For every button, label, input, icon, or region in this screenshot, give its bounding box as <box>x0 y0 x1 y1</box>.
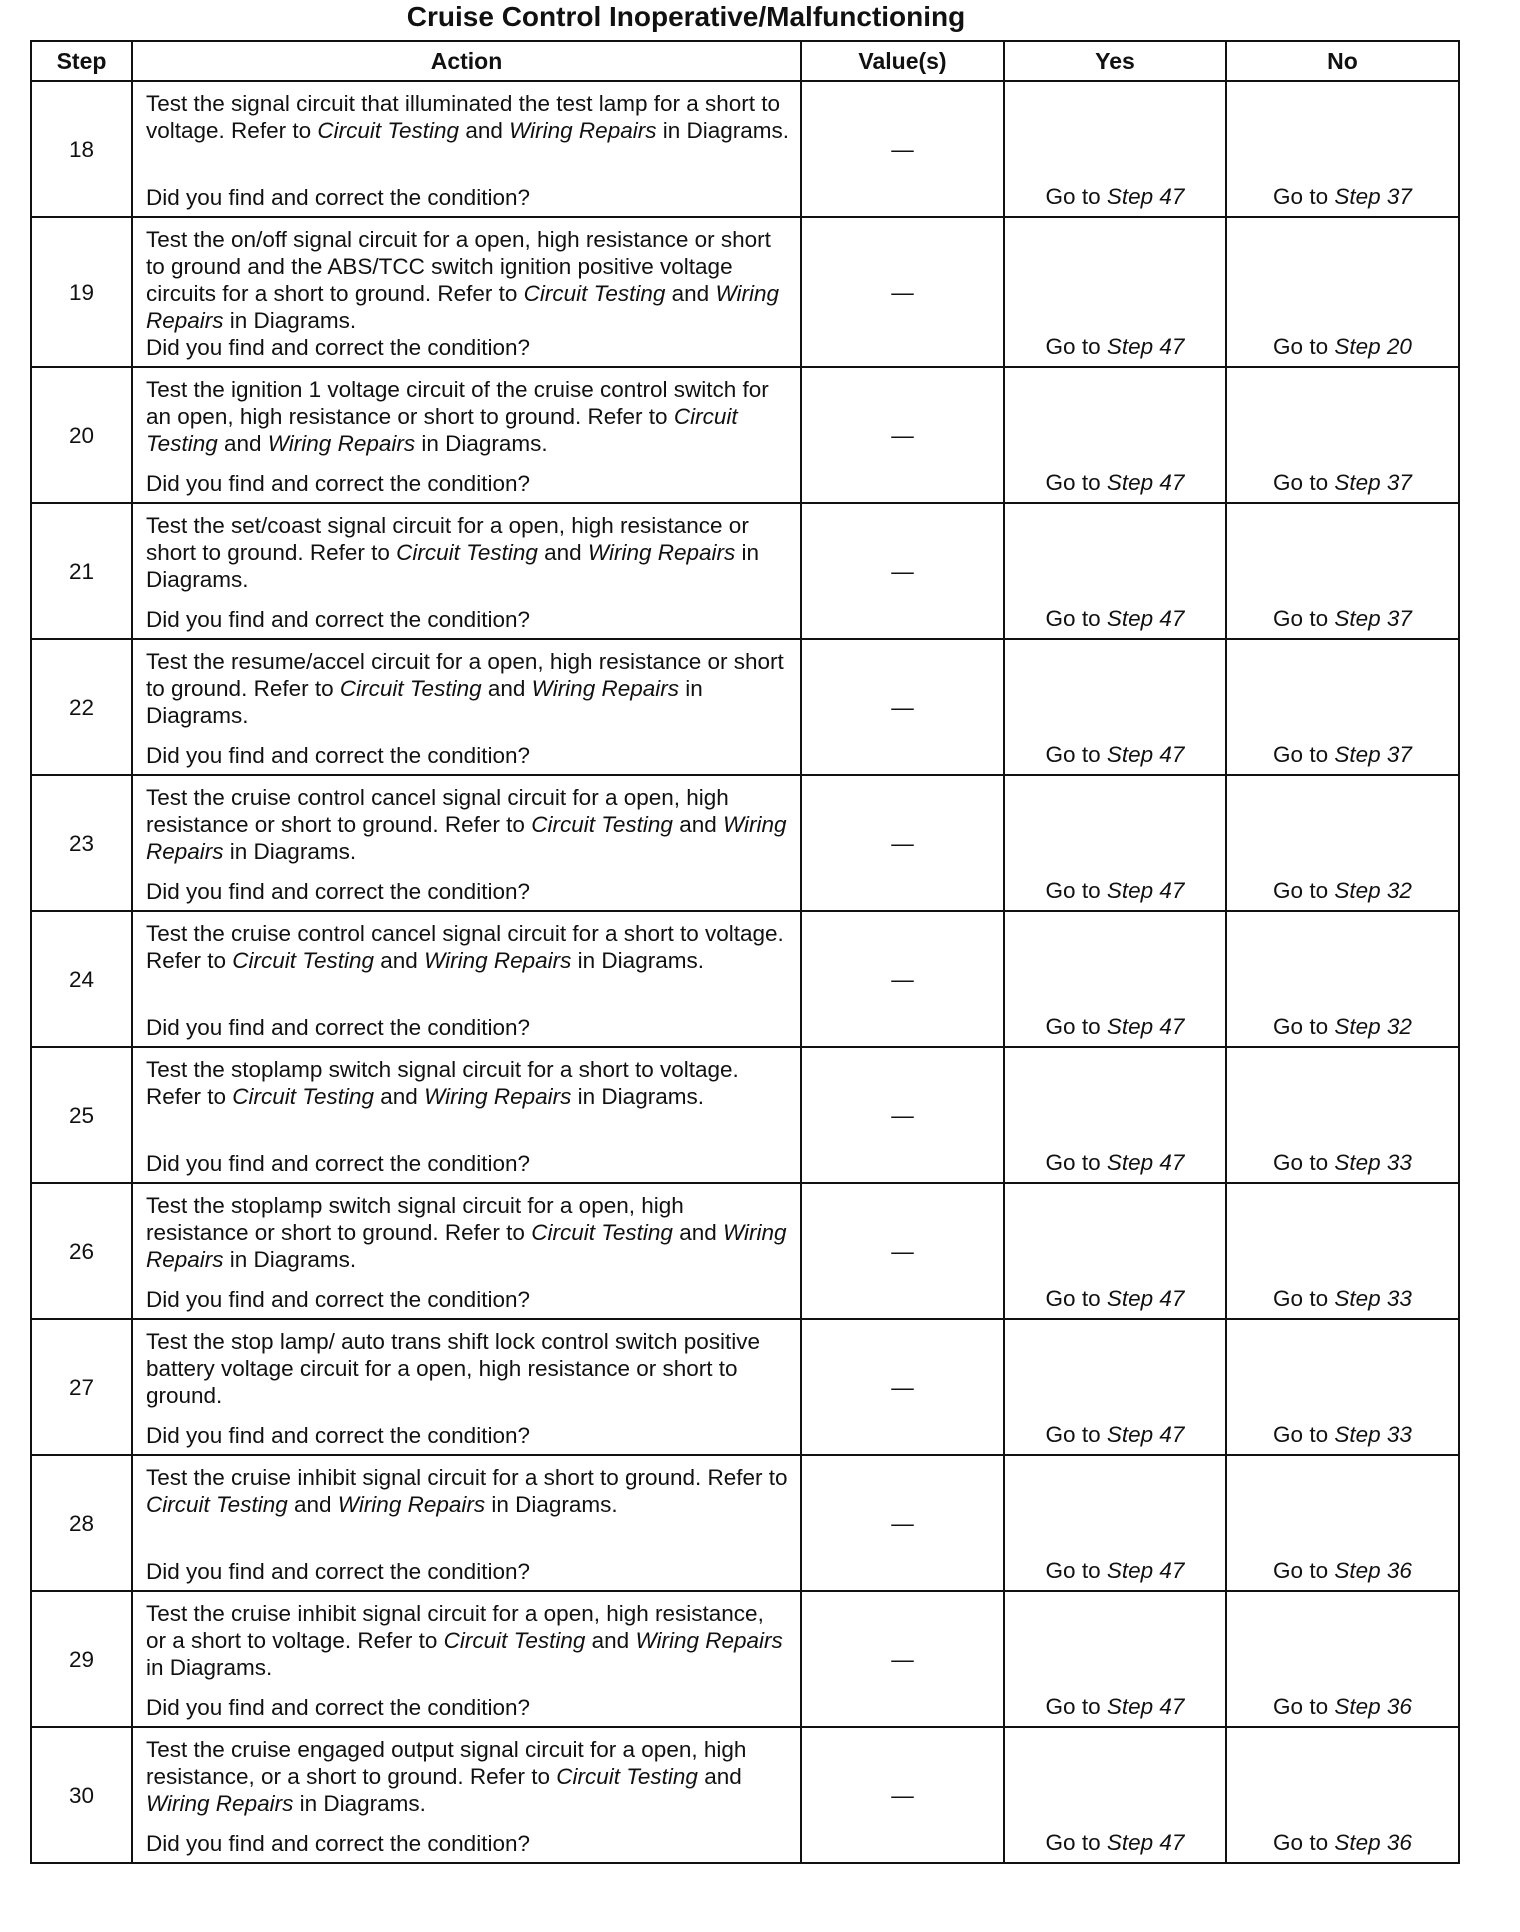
action-question: Did you find and correct the condition? <box>146 1015 530 1040</box>
step-number: 28 <box>31 1455 132 1591</box>
action-question: Did you find and correct the condition? <box>146 879 530 904</box>
no-cell <box>1226 1047 1459 1183</box>
step-number: 24 <box>31 911 132 1047</box>
action-cell <box>132 1591 801 1727</box>
no-cell <box>1226 81 1459 217</box>
action-cell <box>132 217 801 367</box>
action-question: Did you find and correct the condition? <box>146 335 530 360</box>
yes-cell <box>1004 775 1226 911</box>
action-segment: in Diagrams. <box>571 948 704 973</box>
action-segment: Test the cruise inhibit signal circuit for a short to ground. Refer to <box>146 1465 788 1490</box>
step-number: 22 <box>31 639 132 775</box>
no-target-step: 37 <box>1386 470 1412 495</box>
action-segment: in Diagrams. <box>146 676 703 728</box>
go-to-label: Go to <box>1045 878 1101 903</box>
action-segment: Test the ignition 1 voltage circuit of the cruise control switch for an open, high resistance or short to ground. Refer to <box>146 377 769 429</box>
action-cell <box>132 1047 801 1183</box>
column-header-step: Step <box>31 41 132 81</box>
action-segment: in Diagrams. <box>485 1492 618 1517</box>
action-reference: Wiring Repairs <box>337 1492 486 1517</box>
action-segment: and <box>374 1084 425 1109</box>
value-placeholder: — <box>891 966 914 992</box>
action-cell <box>132 639 801 775</box>
yes-cell <box>1004 1455 1226 1591</box>
action-reference: Circuit Testing <box>556 1764 698 1789</box>
go-to-label: Go to <box>1045 184 1101 209</box>
table-body <box>31 81 1459 1863</box>
action-question: Did you find and correct the condition? <box>146 1695 530 1720</box>
no-target-step: 36 <box>1386 1694 1412 1719</box>
action-segment: and <box>217 431 268 456</box>
value-cell <box>801 1727 1004 1863</box>
table-row <box>31 1183 1459 1319</box>
table-row <box>31 911 1459 1047</box>
step-word: Step <box>1334 606 1381 631</box>
action-reference: Circuit Testing <box>146 404 738 456</box>
action-segment: and <box>665 281 716 306</box>
action-question: Did you find and correct the condition? <box>146 1831 530 1856</box>
step-word: Step <box>1106 334 1154 359</box>
step-word: Step <box>1334 1694 1381 1719</box>
action-reference: Wiring Repairs <box>146 1791 294 1816</box>
value-placeholder: — <box>891 1374 914 1400</box>
go-to-label: Go to <box>1045 1286 1101 1311</box>
yes-cell <box>1004 1183 1226 1319</box>
yes-cell <box>1004 1319 1226 1455</box>
action-question: Did you find and correct the condition? <box>146 1287 530 1312</box>
action-text <box>146 648 790 729</box>
action-text <box>146 512 790 593</box>
step-word: Step <box>1106 184 1154 209</box>
column-header-no: No <box>1226 41 1459 81</box>
no-target-step: 20 <box>1386 334 1412 359</box>
action-reference: Wiring Repairs <box>587 540 736 565</box>
yes-target-step: 47 <box>1159 334 1185 359</box>
no-cell <box>1226 1455 1459 1591</box>
no-target-step: 37 <box>1386 742 1412 767</box>
step-number: 18 <box>31 81 132 217</box>
step-number: 29 <box>31 1591 132 1727</box>
action-question: Did you find and correct the condition? <box>146 185 530 210</box>
step-word: Step <box>1106 1422 1154 1447</box>
yes-cell <box>1004 81 1226 217</box>
action-reference: Wiring Repairs <box>146 1220 787 1272</box>
go-to-label: Go to <box>1273 1286 1329 1311</box>
action-segment: and <box>537 540 588 565</box>
step-word: Step <box>1106 470 1154 495</box>
value-placeholder: — <box>891 830 914 856</box>
yes-cell <box>1004 1591 1226 1727</box>
action-segment: in Diagrams. <box>223 839 357 864</box>
yes-target-step: 47 <box>1159 878 1185 903</box>
go-to-label: Go to <box>1273 184 1329 209</box>
value-cell <box>801 1047 1004 1183</box>
no-cell <box>1226 1727 1459 1863</box>
action-cell <box>132 1455 801 1591</box>
step-word: Step <box>1106 1694 1154 1719</box>
table-row <box>31 775 1459 911</box>
action-question: Did you find and correct the condition? <box>146 1151 530 1176</box>
step-number: 21 <box>31 503 132 639</box>
value-cell <box>801 1319 1004 1455</box>
go-to-label: Go to <box>1273 470 1329 495</box>
no-cell <box>1226 367 1459 503</box>
yes-cell <box>1004 1047 1226 1183</box>
action-segment: and <box>287 1492 338 1517</box>
action-segment: and <box>459 118 510 143</box>
value-placeholder: — <box>891 1238 914 1264</box>
value-cell <box>801 639 1004 775</box>
action-reference: Circuit Testing <box>232 1084 375 1109</box>
action-segment: Test the on/off signal circuit for a open, high resistance or short to ground and the ABS/TCC switch ignition positive voltage circuits for a short to ground. Refer to <box>146 227 771 306</box>
action-reference: Circuit Testing <box>232 948 375 973</box>
step-word: Step <box>1334 742 1381 767</box>
action-reference: Wiring Repairs <box>509 118 657 143</box>
go-to-label: Go to <box>1273 878 1329 903</box>
go-to-label: Go to <box>1045 1150 1101 1175</box>
page-title: Cruise Control Inoperative/Malfunctioning <box>406 1 966 32</box>
action-segment: and <box>672 1220 723 1245</box>
table-row <box>31 1319 1459 1455</box>
no-cell <box>1226 639 1459 775</box>
no-target-step: 33 <box>1386 1422 1412 1447</box>
action-text <box>146 1192 790 1273</box>
action-segment: in Diagrams. <box>223 1247 357 1272</box>
table-row <box>31 81 1459 217</box>
no-cell <box>1226 1591 1459 1727</box>
go-to-label: Go to <box>1273 606 1329 631</box>
no-cell <box>1226 775 1459 911</box>
yes-target-step: 47 <box>1159 1422 1185 1447</box>
action-text <box>146 920 790 974</box>
yes-cell <box>1004 367 1226 503</box>
action-question: Did you find and correct the condition? <box>146 1423 530 1448</box>
step-word: Step <box>1334 878 1381 903</box>
go-to-label: Go to <box>1045 470 1101 495</box>
value-cell <box>801 911 1004 1047</box>
action-reference: Wiring Repairs <box>146 281 780 333</box>
yes-cell <box>1004 1727 1226 1863</box>
action-cell <box>132 503 801 639</box>
column-header-yes: Yes <box>1004 41 1226 81</box>
action-reference: Circuit Testing <box>531 812 673 837</box>
value-cell <box>801 367 1004 503</box>
value-cell <box>801 1183 1004 1319</box>
value-placeholder: — <box>891 558 914 584</box>
action-text <box>146 90 790 144</box>
go-to-label: Go to <box>1045 1422 1101 1447</box>
action-cell <box>132 1319 801 1455</box>
go-to-label: Go to <box>1045 1558 1101 1583</box>
action-text <box>146 784 790 865</box>
action-segment: in Diagrams. <box>415 431 548 456</box>
action-text <box>146 226 790 334</box>
table-row <box>31 1047 1459 1183</box>
action-segment: Test the stoplamp switch signal circuit for a open, high resistance or short to ground. Refer to <box>146 1193 684 1245</box>
action-segment: Test the cruise control cancel signal circuit for a short to voltage. Refer to <box>146 921 784 973</box>
go-to-label: Go to <box>1273 1694 1329 1719</box>
action-segment: in Diagrams. <box>656 118 790 143</box>
yes-target-step: 47 <box>1159 1286 1185 1311</box>
action-reference: Circuit Testing <box>443 1628 586 1653</box>
step-word: Step <box>1106 1150 1154 1175</box>
action-cell <box>132 775 801 911</box>
no-target-step: 32 <box>1386 878 1412 903</box>
table-row <box>31 367 1459 503</box>
action-segment: Test the cruise inhibit signal circuit for a open, high resistance, or a short to voltage. Refer to <box>146 1601 764 1653</box>
diagnostic-table <box>30 40 1460 1864</box>
yes-target-step: 47 <box>1159 1014 1185 1039</box>
yes-cell <box>1004 217 1226 367</box>
action-reference: Wiring Repairs <box>424 1084 572 1109</box>
action-cell <box>132 911 801 1047</box>
action-reference: Wiring Repairs <box>424 948 572 973</box>
action-question: Did you find and correct the condition? <box>146 1559 530 1584</box>
value-cell <box>801 1591 1004 1727</box>
go-to-label: Go to <box>1273 1558 1329 1583</box>
no-cell <box>1226 1183 1459 1319</box>
go-to-label: Go to <box>1045 1694 1101 1719</box>
action-cell <box>132 1727 801 1863</box>
step-word: Step <box>1334 470 1381 495</box>
action-reference: Circuit Testing <box>523 281 666 306</box>
action-segment: Test the resume/accel circuit for a open, high resistance or short to ground. Refer to <box>146 649 784 701</box>
value-placeholder: — <box>891 422 914 448</box>
go-to-label: Go to <box>1273 742 1329 767</box>
value-placeholder: — <box>891 136 914 162</box>
yes-target-step: 47 <box>1159 470 1185 495</box>
no-target-step: 33 <box>1386 1150 1412 1175</box>
table-row <box>31 503 1459 639</box>
action-segment: and <box>481 676 532 701</box>
action-cell <box>132 367 801 503</box>
value-placeholder: — <box>891 279 914 305</box>
step-word: Step <box>1334 1422 1381 1447</box>
step-word: Step <box>1106 878 1154 903</box>
no-cell <box>1226 503 1459 639</box>
action-reference: Wiring Repairs <box>146 812 787 864</box>
step-word: Step <box>1334 1286 1381 1311</box>
column-header-action: Action <box>132 41 801 81</box>
yes-cell <box>1004 911 1226 1047</box>
table-header-row <box>31 41 1459 81</box>
value-cell <box>801 217 1004 367</box>
yes-target-step: 47 <box>1159 1830 1185 1855</box>
action-text <box>146 1600 790 1681</box>
step-number: 30 <box>31 1727 132 1863</box>
action-reference: Circuit Testing <box>531 1220 673 1245</box>
action-text <box>146 1056 790 1110</box>
step-word: Step <box>1334 1830 1381 1855</box>
action-segment: in Diagrams. <box>293 1791 426 1816</box>
action-reference: Circuit Testing <box>317 118 460 143</box>
value-cell <box>801 1455 1004 1591</box>
value-placeholder: — <box>891 1510 914 1536</box>
yes-target-step: 47 <box>1159 184 1185 209</box>
action-reference: Wiring Repairs <box>267 431 416 456</box>
go-to-label: Go to <box>1273 1014 1329 1039</box>
no-cell <box>1226 911 1459 1047</box>
table-row <box>31 1727 1459 1863</box>
value-placeholder: — <box>891 1782 914 1808</box>
yes-target-step: 47 <box>1159 1694 1185 1719</box>
action-segment: in Diagrams. <box>571 1084 704 1109</box>
value-cell <box>801 775 1004 911</box>
action-segment: Test the signal circuit that illuminated the test lamp for a short to voltage. Refer to <box>146 91 781 143</box>
action-segment: and <box>374 948 425 973</box>
step-word: Step <box>1334 1150 1381 1175</box>
go-to-label: Go to <box>1273 1422 1329 1447</box>
step-word: Step <box>1334 1558 1381 1583</box>
action-segment: and <box>697 1764 742 1789</box>
action-segment: and <box>585 1628 636 1653</box>
step-number: 26 <box>31 1183 132 1319</box>
step-word: Step <box>1106 1830 1154 1855</box>
action-segment: in Diagrams. <box>146 540 760 592</box>
go-to-label: Go to <box>1045 1830 1101 1855</box>
yes-target-step: 47 <box>1159 1150 1185 1175</box>
step-number: 20 <box>31 367 132 503</box>
table-row <box>31 217 1459 367</box>
action-reference: Wiring Repairs <box>531 676 679 701</box>
yes-target-step: 47 <box>1159 606 1185 631</box>
action-segment: Test the cruise control cancel signal circuit for a open, high resistance or short to ground. Refer to <box>146 785 729 837</box>
step-word: Step <box>1334 184 1381 209</box>
action-segment: Test the stop lamp/ auto trans shift lock control switch positive battery voltage circuit for a open, high resistance or short to ground. <box>146 1329 761 1408</box>
value-placeholder: — <box>891 694 914 720</box>
yes-cell <box>1004 639 1226 775</box>
go-to-label: Go to <box>1273 1830 1329 1855</box>
step-word: Step <box>1106 606 1154 631</box>
action-segment: and <box>672 812 723 837</box>
action-segment: Test the stoplamp switch signal circuit for a short to voltage. Refer to <box>146 1057 739 1109</box>
value-placeholder: — <box>891 1102 914 1128</box>
action-segment: Test the cruise engaged output signal circuit for a open, high resistance, or a short to ground. Refer to <box>146 1737 747 1789</box>
action-text <box>146 376 790 457</box>
step-number: 19 <box>31 217 132 367</box>
step-number: 25 <box>31 1047 132 1183</box>
go-to-label: Go to <box>1045 742 1101 767</box>
no-target-step: 36 <box>1386 1830 1412 1855</box>
value-cell <box>801 81 1004 217</box>
action-question: Did you find and correct the condition? <box>146 743 530 768</box>
no-target-step: 37 <box>1386 606 1412 631</box>
step-number: 27 <box>31 1319 132 1455</box>
action-question: Did you find and correct the condition? <box>146 607 530 632</box>
step-word: Step <box>1106 1558 1154 1583</box>
yes-target-step: 47 <box>1159 742 1185 767</box>
action-reference: Circuit Testing <box>146 1492 288 1517</box>
action-question: Did you find and correct the condition? <box>146 471 530 496</box>
no-target-step: 36 <box>1386 1558 1412 1583</box>
action-text <box>146 1328 790 1409</box>
step-number: 23 <box>31 775 132 911</box>
no-cell <box>1226 217 1459 367</box>
table-row <box>31 1591 1459 1727</box>
go-to-label: Go to <box>1045 606 1101 631</box>
table-row <box>31 639 1459 775</box>
go-to-label: Go to <box>1273 1150 1329 1175</box>
go-to-label: Go to <box>1045 334 1101 359</box>
step-word: Step <box>1106 1286 1154 1311</box>
yes-target-step: 47 <box>1159 1558 1185 1583</box>
go-to-label: Go to <box>1045 1014 1101 1039</box>
step-word: Step <box>1334 334 1381 359</box>
action-reference: Circuit Testing <box>396 540 538 565</box>
value-placeholder: — <box>891 1646 914 1672</box>
column-header-values: Value(s) <box>801 41 1004 81</box>
step-word: Step <box>1334 1014 1381 1039</box>
action-cell <box>132 81 801 217</box>
no-target-step: 33 <box>1386 1286 1412 1311</box>
action-segment: Test the set/coast signal circuit for a open, high resistance or short to ground. Refer to <box>146 513 749 565</box>
action-reference: Circuit Testing <box>339 676 482 701</box>
step-word: Step <box>1106 1014 1154 1039</box>
go-to-label: Go to <box>1273 334 1329 359</box>
no-cell <box>1226 1319 1459 1455</box>
no-target-step: 37 <box>1386 184 1412 209</box>
action-segment: in Diagrams. <box>223 308 357 333</box>
action-text <box>146 1464 790 1518</box>
no-target-step: 32 <box>1386 1014 1412 1039</box>
action-reference: Wiring Repairs <box>635 1628 783 1653</box>
table-row <box>31 1455 1459 1591</box>
action-text <box>146 1736 790 1817</box>
step-word: Step <box>1106 742 1154 767</box>
yes-cell <box>1004 503 1226 639</box>
action-segment: in Diagrams. <box>146 1655 273 1680</box>
action-cell <box>132 1183 801 1319</box>
value-cell <box>801 503 1004 639</box>
